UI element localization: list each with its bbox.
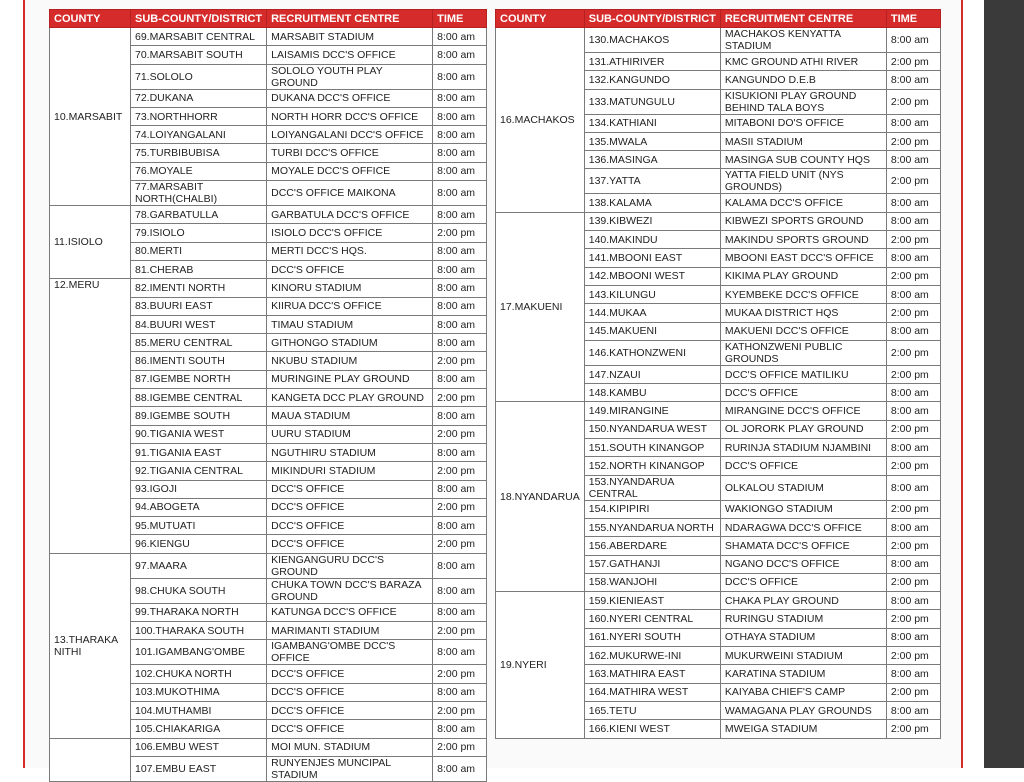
subcounty-cell: 138.KALAMA bbox=[584, 194, 720, 212]
centre-cell: NORTH HORR DCC'S OFFICE bbox=[267, 107, 433, 125]
time-cell: 2:00 pm bbox=[886, 683, 940, 701]
subcounty-cell: 146.KATHONZWENI bbox=[584, 340, 720, 365]
time-cell: 2:00 pm bbox=[886, 537, 940, 555]
subcounty-cell: 135.MWALA bbox=[584, 132, 720, 150]
centre-cell: DCC'S OFFICE bbox=[267, 498, 433, 516]
county-cell bbox=[50, 738, 131, 781]
time-cell: 8:00 am bbox=[886, 665, 940, 683]
time-cell: 8:00 am bbox=[433, 46, 487, 64]
centre-cell: WAKIONGO STADIUM bbox=[720, 500, 886, 518]
header-county: COUNTY bbox=[496, 10, 585, 28]
subcounty-cell: 78.GARBATULLA bbox=[131, 206, 267, 224]
red-frame-right bbox=[961, 0, 963, 768]
centre-cell: RURINJA STADIUM NJAMBINI bbox=[720, 439, 886, 457]
centre-cell: MIKINDURI STADIUM bbox=[267, 462, 433, 480]
time-cell: 8:00 am bbox=[886, 701, 940, 719]
subcounty-cell: 70.MARSABIT SOUTH bbox=[131, 46, 267, 64]
centre-cell: MURINGINE PLAY GROUND bbox=[267, 370, 433, 388]
viewer-dark-sidebar bbox=[984, 0, 1024, 768]
centre-cell: WAMAGANA PLAY GROUNDS bbox=[720, 701, 886, 719]
subcounty-cell: 163.MATHIRA EAST bbox=[584, 665, 720, 683]
county-cell: 10.MARSABIT bbox=[50, 28, 131, 206]
subcounty-cell: 140.MAKINDU bbox=[584, 231, 720, 249]
centre-cell: DCC'S OFFICE bbox=[267, 683, 433, 701]
time-cell: 8:00 am bbox=[433, 279, 487, 297]
time-cell: 2:00 pm bbox=[433, 425, 487, 443]
subcounty-cell: 160.NYERI CENTRAL bbox=[584, 610, 720, 628]
subcounty-cell: 155.NYANDARUA NORTH bbox=[584, 518, 720, 536]
county-cell: 18.NYANDARUA bbox=[496, 402, 585, 592]
centre-cell: SOLOLO YOUTH PLAY GROUND bbox=[267, 64, 433, 89]
time-cell: 2:00 pm bbox=[886, 573, 940, 591]
county-cell: 17.MAKUENI bbox=[496, 212, 585, 402]
centre-cell: KATUNGA DCC'S OFFICE bbox=[267, 603, 433, 621]
centre-cell: SHAMATA DCC'S OFFICE bbox=[720, 537, 886, 555]
time-cell: 2:00 pm bbox=[433, 665, 487, 683]
subcounty-cell: 106.EMBU WEST bbox=[131, 738, 267, 756]
centre-cell: MITABONI DO'S OFFICE bbox=[720, 114, 886, 132]
subcounty-cell: 81.CHERAB bbox=[131, 260, 267, 278]
subcounty-cell: 136.MASINGA bbox=[584, 151, 720, 169]
recruitment-table-left bbox=[49, 9, 487, 782]
centre-cell: RURINGU STADIUM bbox=[720, 610, 886, 628]
header-time: TIME bbox=[886, 10, 940, 28]
time-cell: 8:00 am bbox=[433, 206, 487, 224]
centre-cell: TURBI DCC'S OFFICE bbox=[267, 144, 433, 162]
time-cell: 2:00 pm bbox=[886, 231, 940, 249]
time-cell: 8:00 am bbox=[433, 480, 487, 498]
time-cell: 2:00 pm bbox=[886, 420, 940, 438]
time-cell: 8:00 am bbox=[433, 297, 487, 315]
subcounty-cell: 77.MARSABIT NORTH(CHALBI) bbox=[131, 181, 267, 206]
centre-cell: MARIMANTI STADIUM bbox=[267, 622, 433, 640]
time-cell: 8:00 am bbox=[886, 592, 940, 610]
subcounty-cell: 165.TETU bbox=[584, 701, 720, 719]
time-cell: 8:00 am bbox=[433, 640, 487, 665]
centre-cell: MOI MUN. STADIUM bbox=[267, 738, 433, 756]
time-cell: 8:00 am bbox=[433, 126, 487, 144]
centre-cell: NKUBU STADIUM bbox=[267, 352, 433, 370]
table-row bbox=[496, 28, 941, 53]
centre-cell: DCC'S OFFICE MAIKONA bbox=[267, 181, 433, 206]
time-cell: 8:00 am bbox=[433, 162, 487, 180]
time-cell: 8:00 am bbox=[433, 370, 487, 388]
centre-cell: NGANO DCC'S OFFICE bbox=[720, 555, 886, 573]
time-cell: 8:00 am bbox=[433, 260, 487, 278]
subcounty-cell: 101.IGAMBANG'OMBE bbox=[131, 640, 267, 665]
table-row bbox=[50, 553, 487, 578]
time-cell: 8:00 am bbox=[433, 144, 487, 162]
time-cell: 8:00 am bbox=[433, 683, 487, 701]
subcounty-cell: 156.ABERDARE bbox=[584, 537, 720, 555]
subcounty-cell: 73.NORTHHORR bbox=[131, 107, 267, 125]
centre-cell: MERTI DCC'S HQS. bbox=[267, 242, 433, 260]
time-cell: 2:00 pm bbox=[886, 304, 940, 322]
subcounty-cell: 72.DUKANA bbox=[131, 89, 267, 107]
centre-cell: KMC GROUND ATHI RIVER bbox=[720, 53, 886, 71]
table-row bbox=[50, 279, 487, 297]
subcounty-cell: 86.IMENTI SOUTH bbox=[131, 352, 267, 370]
subcounty-cell: 151.SOUTH KINANGOP bbox=[584, 439, 720, 457]
subcounty-cell: 95.MUTUATI bbox=[131, 517, 267, 535]
header-time: TIME bbox=[433, 10, 487, 28]
subcounty-cell: 148.KAMBU bbox=[584, 384, 720, 402]
centre-cell: KIIRUA DCC'S OFFICE bbox=[267, 297, 433, 315]
centre-cell: KARATINA STADIUM bbox=[720, 665, 886, 683]
header-centre: RECRUITMENT CENTRE bbox=[720, 10, 886, 28]
centre-cell: DCC'S OFFICE bbox=[720, 573, 886, 591]
centre-cell: MASINGA SUB COUNTY HQS bbox=[720, 151, 886, 169]
subcounty-cell: 152.NORTH KINANGOP bbox=[584, 457, 720, 475]
time-cell: 2:00 pm bbox=[886, 647, 940, 665]
time-cell: 8:00 am bbox=[433, 720, 487, 738]
centre-cell: KALAMA DCC'S OFFICE bbox=[720, 194, 886, 212]
centre-cell: NDARAGWA DCC'S OFFICE bbox=[720, 518, 886, 536]
time-cell: 8:00 am bbox=[886, 151, 940, 169]
table-header-row bbox=[496, 10, 941, 28]
time-cell: 8:00 am bbox=[433, 242, 487, 260]
subcounty-cell: 133.MATUNGULU bbox=[584, 89, 720, 114]
time-cell: 8:00 am bbox=[433, 28, 487, 46]
subcounty-cell: 157.GATHANJI bbox=[584, 555, 720, 573]
subcounty-cell: 103.MUKOTHIMA bbox=[131, 683, 267, 701]
centre-cell: IGAMBANG'OMBE DCC'S OFFICE bbox=[267, 640, 433, 665]
time-cell: 2:00 pm bbox=[433, 535, 487, 553]
time-cell: 2:00 pm bbox=[886, 169, 940, 194]
table-row bbox=[50, 206, 487, 224]
subcounty-cell: 79.ISIOLO bbox=[131, 224, 267, 242]
centre-cell: YATTA FIELD UNIT (NYS GROUNDS) bbox=[720, 169, 886, 194]
centre-cell: ISIOLO DCC'S OFFICE bbox=[267, 224, 433, 242]
table-row bbox=[496, 212, 941, 230]
centre-cell: DCC'S OFFICE bbox=[267, 535, 433, 553]
subcounty-cell: 99.THARAKA NORTH bbox=[131, 603, 267, 621]
centre-cell: KAIYABA CHIEF'S CAMP bbox=[720, 683, 886, 701]
time-cell: 2:00 pm bbox=[886, 500, 940, 518]
centre-cell: MOYALE DCC'S OFFICE bbox=[267, 162, 433, 180]
table-row bbox=[496, 592, 941, 610]
subcounty-cell: 130.MACHAKOS bbox=[584, 28, 720, 53]
subcounty-cell: 153.NYANDARUA CENTRAL bbox=[584, 475, 720, 500]
centre-cell: MASII STADIUM bbox=[720, 132, 886, 150]
subcounty-cell: 104.MUTHAMBI bbox=[131, 701, 267, 719]
subcounty-cell: 144.MUKAA bbox=[584, 304, 720, 322]
table-row bbox=[496, 402, 941, 420]
time-cell: 8:00 am bbox=[886, 71, 940, 89]
subcounty-cell: 161.NYERI SOUTH bbox=[584, 628, 720, 646]
centre-cell: DCC'S OFFICE bbox=[720, 457, 886, 475]
subcounty-cell: 154.KIPIPIRI bbox=[584, 500, 720, 518]
time-cell: 8:00 am bbox=[886, 28, 940, 53]
subcounty-cell: 98.CHUKA SOUTH bbox=[131, 578, 267, 603]
time-cell: 2:00 pm bbox=[433, 622, 487, 640]
centre-cell: KYEMBEKE DCC'S OFFICE bbox=[720, 285, 886, 303]
time-cell: 8:00 am bbox=[433, 334, 487, 352]
subcounty-cell: 141.MBOONI EAST bbox=[584, 249, 720, 267]
centre-cell: GARBATULA DCC'S OFFICE bbox=[267, 206, 433, 224]
centre-cell: MAKUENI DCC'S OFFICE bbox=[720, 322, 886, 340]
subcounty-cell: 87.IGEMBE NORTH bbox=[131, 370, 267, 388]
subcounty-cell: 137.YATTA bbox=[584, 169, 720, 194]
subcounty-cell: 159.KIENIEAST bbox=[584, 592, 720, 610]
time-cell: 2:00 pm bbox=[433, 738, 487, 756]
subcounty-cell: 85.MERU CENTRAL bbox=[131, 334, 267, 352]
subcounty-cell: 74.LOIYANGALANI bbox=[131, 126, 267, 144]
centre-cell: RUNYENJES MUNCIPAL STADIUM bbox=[267, 756, 433, 781]
time-cell: 2:00 pm bbox=[433, 462, 487, 480]
recruitment-table-right bbox=[495, 9, 941, 739]
table-row bbox=[50, 738, 487, 756]
time-cell: 8:00 am bbox=[886, 194, 940, 212]
subcounty-cell: 76.MOYALE bbox=[131, 162, 267, 180]
subcounty-cell: 142.MBOONI WEST bbox=[584, 267, 720, 285]
time-cell: 2:00 pm bbox=[886, 365, 940, 383]
time-cell: 2:00 pm bbox=[886, 53, 940, 71]
centre-cell: MWEIGA STADIUM bbox=[720, 720, 886, 738]
centre-cell: KISUKIONI PLAY GROUND BEHIND TALA BOYS bbox=[720, 89, 886, 114]
time-cell: 2:00 pm bbox=[886, 132, 940, 150]
centre-cell: UURU STADIUM bbox=[267, 425, 433, 443]
centre-cell: MACHAKOS KENYATTA STADIUM bbox=[720, 28, 886, 53]
subcounty-cell: 90.TIGANIA WEST bbox=[131, 425, 267, 443]
centre-cell: KATHONZWENI PUBLIC GROUNDS bbox=[720, 340, 886, 365]
header-centre: RECRUITMENT CENTRE bbox=[267, 10, 433, 28]
subcounty-cell: 158.WANJOHI bbox=[584, 573, 720, 591]
centre-cell: MARSABIT STADIUM bbox=[267, 28, 433, 46]
time-cell: 8:00 am bbox=[433, 756, 487, 781]
centre-cell: DCC'S OFFICE bbox=[267, 480, 433, 498]
subcounty-cell: 89.IGEMBE SOUTH bbox=[131, 407, 267, 425]
time-cell: 2:00 pm bbox=[886, 340, 940, 365]
subcounty-cell: 91.TIGANIA EAST bbox=[131, 443, 267, 461]
centre-cell: DCC'S OFFICE bbox=[267, 701, 433, 719]
time-cell: 2:00 pm bbox=[433, 701, 487, 719]
time-cell: 8:00 am bbox=[433, 553, 487, 578]
time-cell: 8:00 am bbox=[433, 107, 487, 125]
centre-cell: MUKURWEINI STADIUM bbox=[720, 647, 886, 665]
time-cell: 2:00 pm bbox=[433, 389, 487, 407]
time-cell: 8:00 am bbox=[433, 443, 487, 461]
subcounty-cell: 166.KIENI WEST bbox=[584, 720, 720, 738]
centre-cell: MIRANGINE DCC'S OFFICE bbox=[720, 402, 886, 420]
time-cell: 8:00 am bbox=[433, 407, 487, 425]
centre-cell: MAKINDU SPORTS GROUND bbox=[720, 231, 886, 249]
subcounty-cell: 105.CHIAKARIGA bbox=[131, 720, 267, 738]
centre-cell: KIENGANGURU DCC'S GROUND bbox=[267, 553, 433, 578]
subcounty-cell: 132.KANGUNDO bbox=[584, 71, 720, 89]
subcounty-cell: 134.KATHIANI bbox=[584, 114, 720, 132]
subcounty-cell: 162.MUKURWE-INI bbox=[584, 647, 720, 665]
time-cell: 2:00 pm bbox=[886, 457, 940, 475]
subcounty-cell: 147.NZAUI bbox=[584, 365, 720, 383]
centre-cell: KIKIMA PLAY GROUND bbox=[720, 267, 886, 285]
time-cell: 8:00 am bbox=[886, 628, 940, 646]
centre-cell: MAUA STADIUM bbox=[267, 407, 433, 425]
subcounty-cell: 96.KIENGU bbox=[131, 535, 267, 553]
subcounty-cell: 145.MAKUENI bbox=[584, 322, 720, 340]
county-cell: 13.THARAKA NITHI bbox=[50, 553, 131, 738]
subcounty-cell: 107.EMBU EAST bbox=[131, 756, 267, 781]
subcounty-cell: 164.MATHIRA WEST bbox=[584, 683, 720, 701]
centre-cell: MUKAA DISTRICT HQS bbox=[720, 304, 886, 322]
time-cell: 2:00 pm bbox=[433, 498, 487, 516]
centre-cell: DCC'S OFFICE bbox=[267, 260, 433, 278]
county-cell: 12.MERU bbox=[50, 279, 131, 553]
time-cell: 8:00 am bbox=[886, 555, 940, 573]
subcounty-cell: 75.TURBIBUBISA bbox=[131, 144, 267, 162]
time-cell: 8:00 am bbox=[886, 439, 940, 457]
subcounty-cell: 93.IGOJI bbox=[131, 480, 267, 498]
subcounty-cell: 84.BUURI WEST bbox=[131, 315, 267, 333]
county-cell: 19.NYERI bbox=[496, 592, 585, 738]
subcounty-cell: 88.IGEMBE CENTRAL bbox=[131, 389, 267, 407]
subcounty-cell: 71.SOLOLO bbox=[131, 64, 267, 89]
centre-cell: DCC'S OFFICE bbox=[267, 517, 433, 535]
time-cell: 8:00 am bbox=[886, 475, 940, 500]
subcounty-cell: 69.MARSABIT CENTRAL bbox=[131, 28, 267, 46]
subcounty-cell: 131.ATHIRIVER bbox=[584, 53, 720, 71]
time-cell: 8:00 am bbox=[433, 603, 487, 621]
time-cell: 8:00 am bbox=[433, 89, 487, 107]
centre-cell: TIMAU STADIUM bbox=[267, 315, 433, 333]
centre-cell: OLKALOU STADIUM bbox=[720, 475, 886, 500]
centre-cell: OTHAYA STADIUM bbox=[720, 628, 886, 646]
time-cell: 8:00 am bbox=[433, 64, 487, 89]
time-cell: 8:00 am bbox=[433, 315, 487, 333]
time-cell: 8:00 am bbox=[886, 212, 940, 230]
subcounty-cell: 80.MERTI bbox=[131, 242, 267, 260]
time-cell: 8:00 am bbox=[433, 517, 487, 535]
time-cell: 2:00 pm bbox=[433, 352, 487, 370]
header-subcounty: SUB-COUNTY/DISTRICT bbox=[131, 10, 267, 28]
time-cell: 8:00 am bbox=[433, 181, 487, 206]
time-cell: 8:00 am bbox=[886, 402, 940, 420]
centre-cell: DCC'S OFFICE MATILIKU bbox=[720, 365, 886, 383]
time-cell: 8:00 am bbox=[886, 249, 940, 267]
centre-cell: CHAKA PLAY GROUND bbox=[720, 592, 886, 610]
subcounty-cell: 149.MIRANGINE bbox=[584, 402, 720, 420]
centre-cell: DCC'S OFFICE bbox=[267, 665, 433, 683]
county-cell: 11.ISIOLO bbox=[50, 206, 131, 279]
centre-cell: LOIYANGALANI DCC'S OFFICE bbox=[267, 126, 433, 144]
subcounty-cell: 150.NYANDARUA WEST bbox=[584, 420, 720, 438]
time-cell: 8:00 am bbox=[886, 285, 940, 303]
county-cell: 16.MACHAKOS bbox=[496, 28, 585, 213]
subcounty-cell: 102.CHUKA NORTH bbox=[131, 665, 267, 683]
centre-cell: LAISAMIS DCC'S OFFICE bbox=[267, 46, 433, 64]
centre-cell: CHUKA TOWN DCC'S BARAZA GROUND bbox=[267, 578, 433, 603]
subcounty-cell: 82.IMENTI NORTH bbox=[131, 279, 267, 297]
subcounty-cell: 139.KIBWEZI bbox=[584, 212, 720, 230]
time-cell: 8:00 am bbox=[886, 518, 940, 536]
subcounty-cell: 94.ABOGETA bbox=[131, 498, 267, 516]
centre-cell: DCC'S OFFICE bbox=[267, 720, 433, 738]
centre-cell: DCC'S OFFICE bbox=[720, 384, 886, 402]
subcounty-cell: 143.KILUNGU bbox=[584, 285, 720, 303]
table-header-row bbox=[50, 10, 487, 28]
time-cell: 2:00 pm bbox=[886, 720, 940, 738]
time-cell: 2:00 pm bbox=[886, 610, 940, 628]
subcounty-cell: 100.THARAKA SOUTH bbox=[131, 622, 267, 640]
header-subcounty: SUB-COUNTY/DISTRICT bbox=[584, 10, 720, 28]
subcounty-cell: 83.BUURI EAST bbox=[131, 297, 267, 315]
centre-cell: DUKANA DCC'S OFFICE bbox=[267, 89, 433, 107]
subcounty-cell: 92.TIGANIA CENTRAL bbox=[131, 462, 267, 480]
centre-cell: KANGETA DCC PLAY GROUND bbox=[267, 389, 433, 407]
header-county: COUNTY bbox=[50, 10, 131, 28]
red-frame-left bbox=[23, 0, 25, 768]
time-cell: 2:00 pm bbox=[433, 224, 487, 242]
centre-cell: MBOONI EAST DCC'S OFFICE bbox=[720, 249, 886, 267]
time-cell: 2:00 pm bbox=[886, 267, 940, 285]
centre-cell: KIBWEZI SPORTS GROUND bbox=[720, 212, 886, 230]
centre-cell: KINORU STADIUM bbox=[267, 279, 433, 297]
time-cell: 8:00 am bbox=[433, 578, 487, 603]
centre-cell: GITHONGO STADIUM bbox=[267, 334, 433, 352]
centre-cell: NGUTHIRU STADIUM bbox=[267, 443, 433, 461]
time-cell: 8:00 am bbox=[886, 384, 940, 402]
time-cell: 8:00 am bbox=[886, 114, 940, 132]
time-cell: 8:00 am bbox=[886, 322, 940, 340]
subcounty-cell: 97.MAARA bbox=[131, 553, 267, 578]
time-cell: 2:00 pm bbox=[886, 89, 940, 114]
centre-cell: OL JORORK PLAY GROUND bbox=[720, 420, 886, 438]
table-row bbox=[50, 28, 487, 46]
centre-cell: KANGUNDO D.E.B bbox=[720, 71, 886, 89]
